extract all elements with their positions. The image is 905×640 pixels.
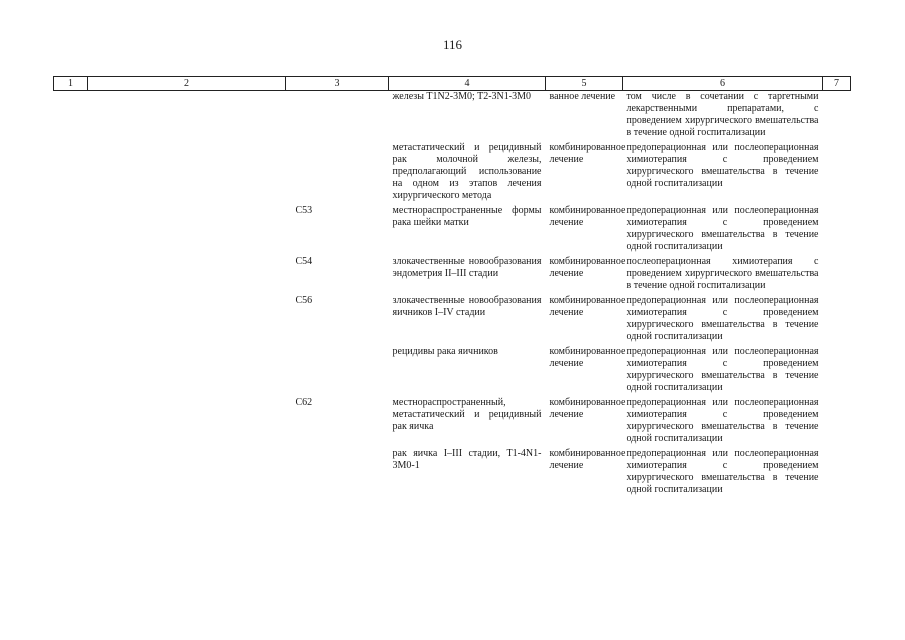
cell-diagnosis: метастатический и рецидивный рак молочной железы, предполагающий использование на одном из этапов лечения хирургического метода — [392, 142, 542, 201]
cell-treatment-type: комбинированное лечение — [549, 142, 626, 165]
cell-col-1 — [54, 397, 88, 448]
cell-col-7 — [823, 346, 851, 397]
cell-col-7 — [823, 397, 851, 448]
cell-col-1 — [54, 91, 88, 143]
cell-diagnosis: местнораспространенные формы рака шейки матки — [392, 205, 542, 228]
cell-icd-code: C62 — [295, 397, 313, 408]
table-row — [54, 91, 851, 143]
table-row — [54, 205, 851, 256]
cell-treatment-type: комбинированное лечение — [549, 346, 626, 369]
cell-diagnosis: злокачественные новообразования эндометрия II–III стадии — [392, 256, 542, 279]
cell-col-7 — [823, 448, 851, 499]
cell-col-7 — [823, 295, 851, 346]
cell-col-7 — [823, 142, 851, 205]
cell-col-2 — [88, 295, 286, 346]
table-row — [54, 346, 851, 397]
cell-col-1 — [54, 205, 88, 256]
cell-col-2 — [88, 205, 286, 256]
cell-col-2 — [88, 346, 286, 397]
cell-treatment-method: предоперационная или послеоперационная химиотерапия с проведением хирургического вмешательства в течение одной госпитализации — [626, 295, 819, 342]
table-row — [54, 295, 851, 346]
cell-col-2 — [88, 142, 286, 205]
column-header: 3 — [286, 77, 389, 91]
table-row — [54, 142, 851, 205]
column-header: 6 — [623, 77, 823, 91]
cell-treatment-method: предоперационная или послеоперационная химиотерапия с проведением хирургического вмешательства в течение одной госпитализации — [626, 346, 819, 393]
cell-treatment-method: том числе в сочетании с таргетными лекарственными препаратами, с проведением хирургического вмешательства в течение одной госпитализации — [626, 91, 819, 138]
table-row — [54, 397, 851, 448]
cell-diagnosis: железы T1N2-3M0; T2-3N1-3M0 — [392, 91, 531, 102]
cell-icd-code: C56 — [295, 295, 313, 306]
cell-icd-code — [286, 346, 389, 397]
cell-col-7 — [823, 205, 851, 256]
cell-treatment-method: предоперационная или послеоперационная химиотерапия с проведением хирургического вмешательства в течение одной госпитализации — [626, 448, 819, 495]
cell-treatment-method: предоперационная или послеоперационная химиотерапия с проведением хирургического вмешательства в течение одной госпитализации — [626, 205, 819, 252]
cell-col-2 — [88, 448, 286, 499]
cell-treatment-type: комбинированное лечение — [549, 256, 626, 279]
cell-treatment-type: комбинированное лечение — [549, 448, 626, 471]
cell-icd-code: C53 — [295, 205, 313, 216]
cell-treatment-type: комбинированное лечение — [549, 397, 626, 420]
cell-diagnosis: рецидивы рака яичников — [392, 346, 498, 357]
cell-icd-code — [286, 448, 389, 499]
column-header: 1 — [54, 77, 88, 91]
cell-col-1 — [54, 256, 88, 295]
cell-treatment-type: комбинированное лечение — [549, 205, 626, 228]
cell-icd-code — [286, 142, 389, 205]
column-header: 7 — [823, 77, 851, 91]
table-row — [54, 448, 851, 499]
cell-icd-code — [286, 91, 389, 143]
cell-treatment-method: послеоперационная химиотерапия с проведением хирургического вмешательства в течение одной госпитализации — [626, 256, 819, 291]
cell-treatment-type: комбинированное лечение — [549, 295, 626, 318]
table-row — [54, 256, 851, 295]
cell-diagnosis: местнораспространенный, метастатический и рецидивный рак яичка — [392, 397, 542, 432]
cell-col-2 — [88, 256, 286, 295]
cell-treatment-method: предоперационная или послеоперационная химиотерапия с проведением хирургического вмешательства в течение одной госпитализации — [626, 142, 819, 189]
column-header: 2 — [88, 77, 286, 91]
cell-col-1 — [54, 295, 88, 346]
cell-col-1 — [54, 448, 88, 499]
cell-icd-code: C54 — [295, 256, 313, 267]
cell-col-1 — [54, 142, 88, 205]
table-header-row — [54, 77, 851, 91]
treatment-table — [53, 76, 851, 499]
cell-col-1 — [54, 346, 88, 397]
cell-col-7 — [823, 91, 851, 143]
cell-diagnosis: злокачественные новообразования яичников I–IV стадии — [392, 295, 542, 318]
cell-col-2 — [88, 397, 286, 448]
cell-col-7 — [823, 256, 851, 295]
cell-col-2 — [88, 91, 286, 143]
column-header: 5 — [546, 77, 623, 91]
cell-diagnosis: рак яичка I–III стадии, T1-4N1-3M0-1 — [392, 448, 542, 471]
page-number: 116 — [442, 37, 463, 52]
column-header: 4 — [389, 77, 546, 91]
cell-treatment-method: предоперационная или послеоперационная химиотерапия с проведением хирургического вмешательства в течение одной госпитализации — [626, 397, 819, 444]
cell-treatment-type: ванное лечение — [549, 91, 616, 102]
